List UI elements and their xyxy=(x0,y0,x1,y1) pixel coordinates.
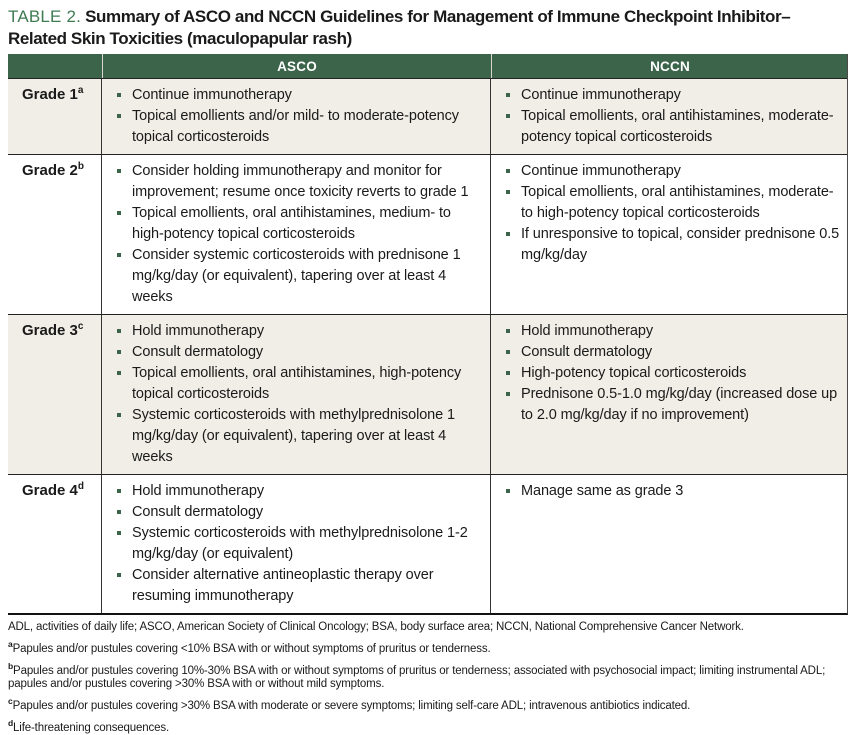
bullet-square-icon xyxy=(117,93,121,97)
bullet-square-icon xyxy=(506,392,510,396)
guideline-item: Topical emollients, oral antihistamines, moderate- to high-potency topical corticosteroids xyxy=(491,182,848,224)
grade-label: Grade 3$^c$ xyxy=(22,321,84,339)
footnote-a: $^a$Papules and/or pustules covering <10% BSA with or without symptoms of pruritus or tenderness. xyxy=(8,639,491,655)
abbreviations-note: ADL, activities of daily life; ASCO, American Society of Clinical Oncology; BSA, body surface area; NCCN, National Comprehensive Cancer Network. xyxy=(8,621,744,633)
header-cell-grade xyxy=(8,54,102,78)
guidelines-table xyxy=(8,54,848,615)
guideline-item: Consider holding immunotherapy and monitor for improvement; resume once toxicity reverts to grade 1 xyxy=(102,161,490,203)
nccn-cell xyxy=(491,475,848,613)
table-title-text: Summary of ASCO and NCCN Guidelines for Management of Immune Checkpoint Inhibitor–Related Skin Toxicities (maculopapular rash) xyxy=(8,7,791,48)
footnote-d: $^d$Life-threatening consequences. xyxy=(8,718,170,734)
guideline-item: Consult dermatology xyxy=(102,502,490,523)
guideline-list xyxy=(491,481,848,508)
bullet-square-icon xyxy=(506,350,510,354)
table-number-label: TABLE 2. xyxy=(8,7,82,26)
bullet-square-icon xyxy=(506,371,510,375)
guideline-item: Continue immunotherapy xyxy=(491,85,848,106)
bullet-square-icon xyxy=(117,350,121,354)
guideline-list xyxy=(491,161,848,272)
grade-cell xyxy=(8,79,102,154)
guideline-item: Topical emollients and/or mild- to moderate-potency topical corticosteroids xyxy=(102,106,490,148)
bullet-square-icon xyxy=(117,573,121,577)
grade-label: Grade 1$^a$ xyxy=(22,85,84,103)
bullet-square-icon xyxy=(506,329,510,333)
bullet-square-icon xyxy=(506,489,510,493)
asco-cell xyxy=(102,79,491,154)
bullet-square-icon xyxy=(117,329,121,333)
guideline-item: Prednisone 0.5-1.0 mg/kg/day (increased dose up to 2.0 mg/kg/day if no improvement) xyxy=(491,384,848,426)
bullet-square-icon xyxy=(117,253,121,257)
nccn-cell xyxy=(491,315,848,474)
footnote-c: $^c$Papules and/or pustules covering >30% BSA with moderate or severe symptoms; limiting self-care ADL; intravenous antibiotics indicated. xyxy=(8,696,691,712)
guideline-item: Continue immunotherapy xyxy=(491,161,848,182)
header-cell-asco: ASCO xyxy=(102,54,491,78)
grade-cell xyxy=(8,155,102,314)
table-title xyxy=(8,6,846,50)
bullet-square-icon xyxy=(117,211,121,215)
bullet-square-icon xyxy=(506,114,510,118)
guideline-list xyxy=(102,321,490,474)
guideline-item: Systemic corticosteroids with methylprednisolone 1-2 mg/kg/day (or equivalent) xyxy=(102,523,490,565)
guideline-list xyxy=(102,161,490,314)
bullet-square-icon xyxy=(117,371,121,375)
table-row-grade-4 xyxy=(8,474,847,613)
guideline-list xyxy=(491,321,848,432)
table-row-grade-1 xyxy=(8,78,847,154)
header-cell-nccn: NCCN xyxy=(491,54,848,78)
guideline-item: Topical emollients, oral antihistamines, medium- to high-potency topical corticosteroids xyxy=(102,203,490,245)
guideline-item: Consider systemic corticosteroids with prednisone 1 mg/kg/day (or equivalent), tapering over at least 4 weeks xyxy=(102,245,490,308)
guideline-item: Manage same as grade 3 xyxy=(491,481,848,502)
bullet-square-icon xyxy=(117,413,121,417)
guideline-item: Consult dermatology xyxy=(102,342,490,363)
guideline-item: Hold immunotherapy xyxy=(491,321,848,342)
guideline-item: Consult dermatology xyxy=(491,342,848,363)
grade-cell xyxy=(8,315,102,474)
guideline-item: If unresponsive to topical, consider prednisone 0.5 mg/kg/day xyxy=(491,224,848,266)
guideline-list xyxy=(102,481,490,613)
guideline-list xyxy=(491,85,848,154)
guideline-item: Systemic corticosteroids with methylprednisolone 1 mg/kg/day (or equivalent), tapering over at least 4 weeks xyxy=(102,405,490,468)
bullet-square-icon xyxy=(117,531,121,535)
guideline-item: Continue immunotherapy xyxy=(102,85,490,106)
guideline-item: Topical emollients, oral antihistamines, moderate-potency topical corticosteroids xyxy=(491,106,848,148)
guideline-item: Hold immunotherapy xyxy=(102,321,490,342)
table-row-grade-3 xyxy=(8,314,847,474)
grade-label: Grade 4$^d$ xyxy=(22,481,84,499)
bullet-square-icon xyxy=(506,190,510,194)
bullet-square-icon xyxy=(506,169,510,173)
guideline-item: Topical emollients, oral antihistamines, high-potency topical corticosteroids xyxy=(102,363,490,405)
guideline-item: Hold immunotherapy xyxy=(102,481,490,502)
guideline-item: High-potency topical corticosteroids xyxy=(491,363,848,384)
nccn-cell xyxy=(491,79,848,154)
footnote-b: $^b$Papules and/or pustules covering 10%-30% BSA with or without symptoms of pruritus or tenderness; associated with psychosocial impact; limiting instrumental ADL; papules and/or pustules covering >30% BSA with or without mild symptoms. xyxy=(8,661,826,690)
footnotes xyxy=(8,621,853,735)
asco-cell xyxy=(102,475,491,613)
guideline-item: Consider alternative antineoplastic therapy over resuming immunotherapy xyxy=(102,565,490,607)
grade-label: Grade 2$^b$ xyxy=(22,161,84,179)
grade-cell xyxy=(8,475,102,613)
bullet-square-icon xyxy=(117,510,121,514)
bullet-square-icon xyxy=(117,169,121,173)
nccn-cell xyxy=(491,155,848,314)
bullet-square-icon xyxy=(117,114,121,118)
table-row-grade-2 xyxy=(8,154,847,314)
bullet-square-icon xyxy=(117,489,121,493)
bullet-square-icon xyxy=(506,93,510,97)
guideline-list xyxy=(102,85,490,154)
asco-cell xyxy=(102,155,491,314)
bullet-square-icon xyxy=(506,232,510,236)
table-header-row xyxy=(8,54,847,78)
asco-cell xyxy=(102,315,491,474)
